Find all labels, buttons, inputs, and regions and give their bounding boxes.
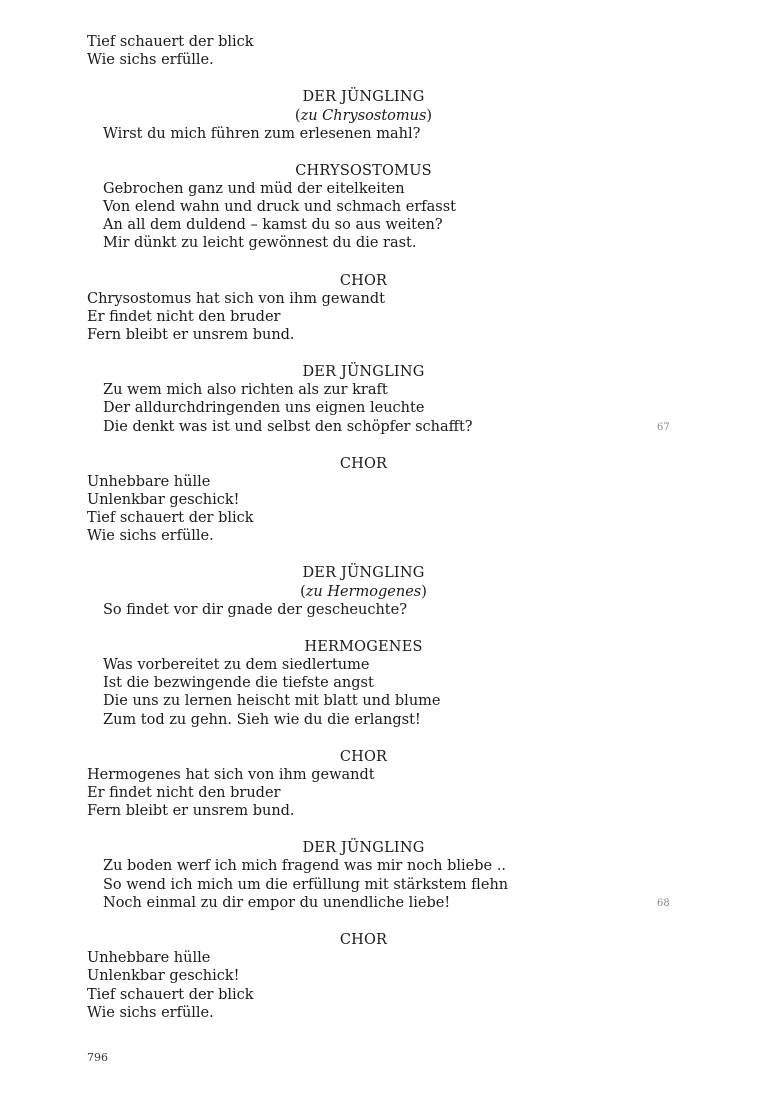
speaker-heading: CHOR: [339, 932, 388, 948]
verse-line: An all dem duldend – kamst du so aus weiten?: [103, 217, 443, 233]
margin-line-number: 67: [657, 422, 670, 433]
verse-line: Zu wem mich also richten als zur kraft: [103, 382, 388, 398]
verse-line: Der alldurchdringenden uns eignen leuchte: [103, 400, 425, 416]
verse-line: Ist die bezwingende die tiefste angst: [103, 675, 374, 691]
margin-line-number: 68: [657, 898, 670, 909]
speaker-heading: CHRYSOSTOMUS: [295, 163, 432, 179]
speaker-heading: HERMOGENES: [304, 639, 423, 655]
verse-line: Zum tod zu gehn. Sieh wie du die erlangst!: [103, 712, 421, 728]
verse-line: Wie sichs erfülle.: [87, 52, 214, 68]
verse-line: Tief schauert der blick: [87, 987, 254, 1003]
page-number: 796: [87, 1051, 108, 1064]
verse-line: Unhebbare hülle: [87, 950, 211, 966]
verse-line: Fern bleibt er unsrem bund.: [87, 803, 295, 819]
verse-line: Tief schauert der blick: [87, 510, 254, 526]
verse-line: Die denkt was ist und selbst den schöpfer schafft?: [103, 419, 473, 435]
stage-direction: (zu Chrysostomus): [294, 108, 433, 124]
speaker-heading: CHOR: [339, 456, 388, 472]
verse-line: So findet vor dir gnade der gescheuchte?: [103, 602, 407, 618]
verse-line: Fern bleibt er unsrem bund.: [87, 327, 295, 343]
verse-line: Unlenkbar geschick!: [87, 968, 240, 984]
speaker-heading: DER JÜNGLING: [302, 89, 425, 105]
verse-line: Tief schauert der blick: [87, 34, 254, 50]
verse-line: Gebrochen ganz und müd der eitelkeiten: [103, 181, 405, 197]
verse-line: Unlenkbar geschick!: [87, 492, 240, 508]
verse-line: Er findet nicht den bruder: [87, 309, 281, 325]
verse-line: Wie sichs erfülle.: [87, 1005, 214, 1021]
verse-line: Er findet nicht den bruder: [87, 785, 281, 801]
speaker-heading: DER JÜNGLING: [302, 364, 425, 380]
speaker-heading: DER JÜNGLING: [302, 840, 425, 856]
verse-line: Noch einmal zu dir empor du unendliche liebe!: [103, 895, 451, 911]
verse-line: Hermogenes hat sich von ihm gewandt: [87, 767, 375, 783]
verse-line: Chrysostomus hat sich von ihm gewandt: [87, 291, 386, 307]
verse-line: Mir dünkt zu leicht gewönnest du die rast.: [103, 235, 417, 251]
verse-line: Wie sichs erfülle.: [87, 528, 214, 544]
verse-line: Von elend wahn und druck und schmach erfasst: [103, 199, 456, 215]
speaker-heading: CHOR: [339, 273, 388, 289]
verse-line: Zu boden werf ich mich fragend was mir noch bliebe ..: [103, 858, 506, 874]
verse-line: Die uns zu lernen heischt mit blatt und blume: [103, 693, 441, 709]
verse-line: So wend ich mich um die erfüllung mit stärkstem flehn: [103, 877, 509, 893]
verse-line: Was vorbereitet zu dem siedlertume: [103, 657, 370, 673]
speaker-heading: CHOR: [339, 749, 388, 765]
verse-line: Wirst du mich führen zum erlesenen mahl?: [103, 126, 421, 142]
speaker-heading: DER JÜNGLING: [302, 565, 425, 581]
verse-line: Unhebbare hülle: [87, 474, 211, 490]
stage-direction: (zu Hermogenes): [300, 584, 427, 600]
